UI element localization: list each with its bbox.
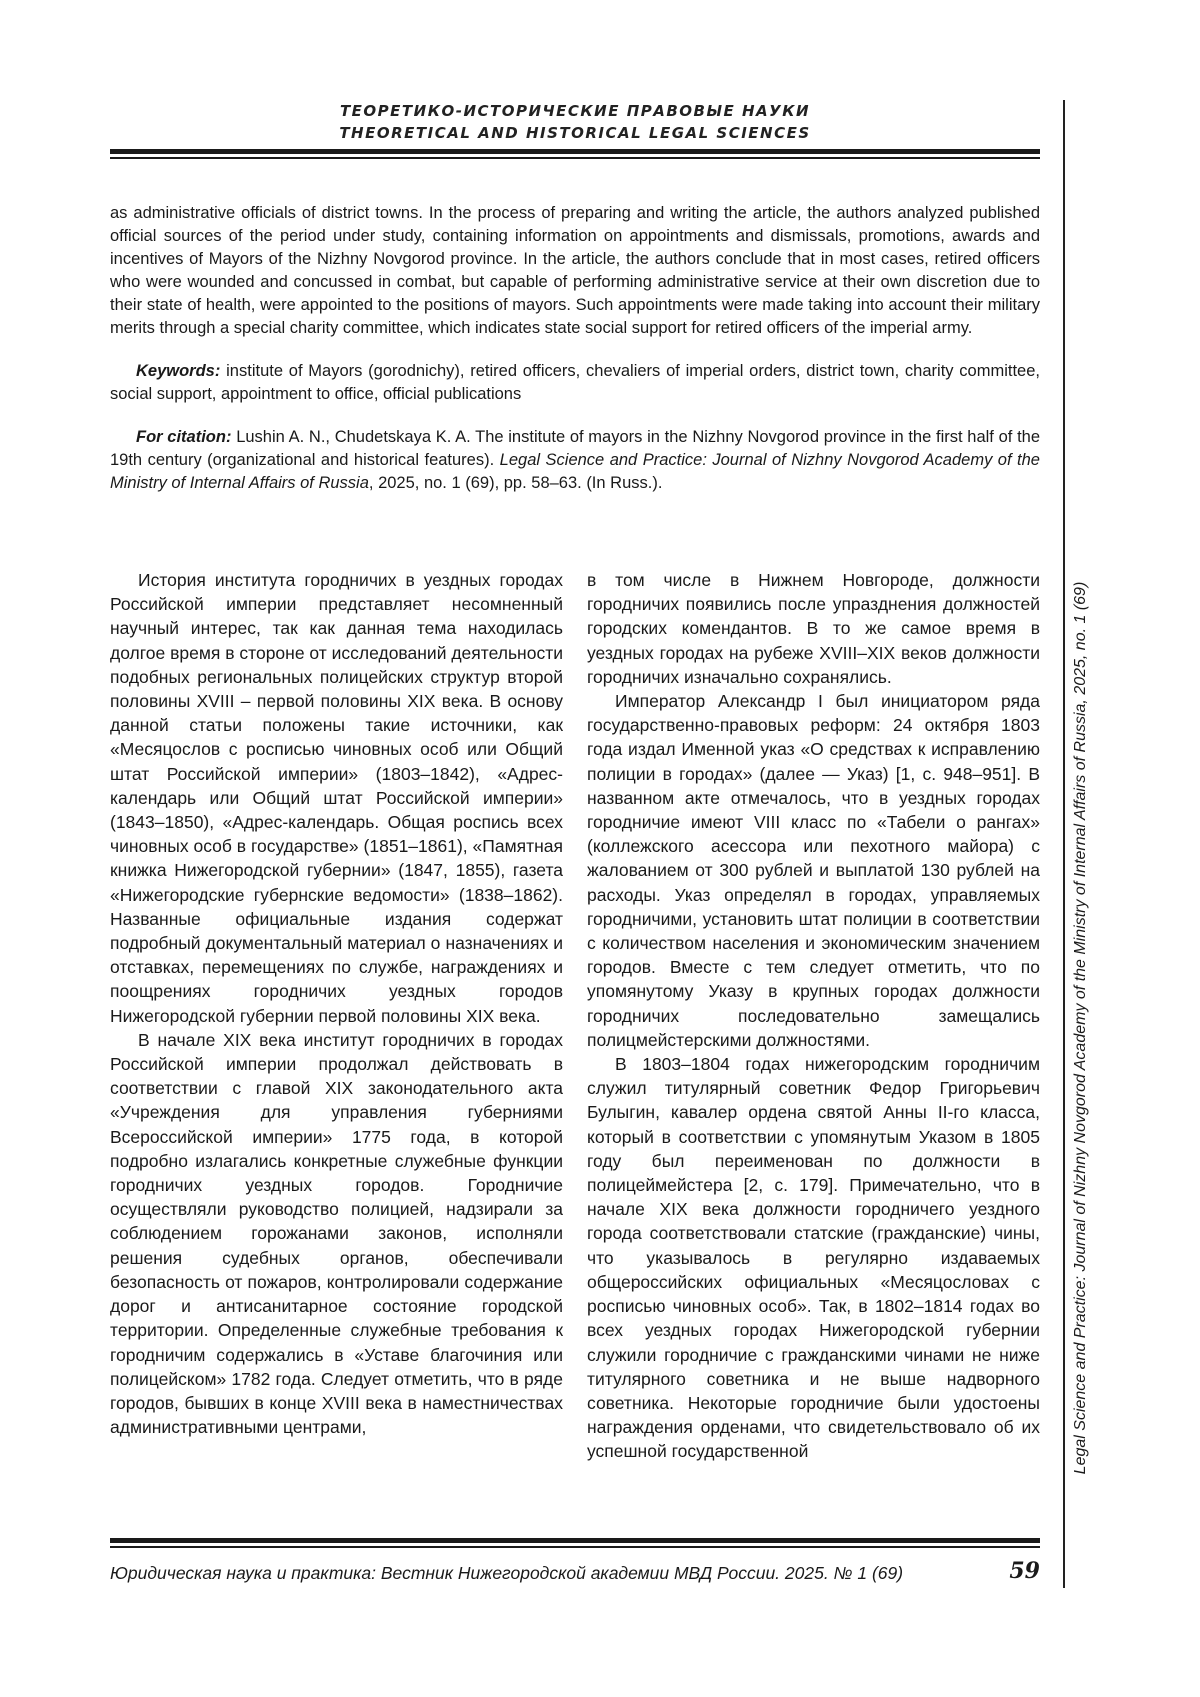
abstract-section [110, 202, 1040, 495]
body-paragraph: в том числе в Нижнем Новгороде, должности городничих появились после упразднения должностей городских комендантов. В то же самое время в уездных городах на рубеже XVIII–XIX веков должности городничих изначально сохранялись. [587, 570, 1040, 687]
citation-details: , 2025, no. 1 (69), pp. 58–63. (In Russ.). [368, 474, 663, 492]
page-number: 59 [1009, 1558, 1040, 1584]
citation-text: Lushin A. N., Chudetskaya K. A. The institute of mayors in the Nizhny Novgorod province in the first half of the 19th century (organizational and historical features). [110, 428, 1041, 469]
body-paragraph: Император Александр I был инициатором ряда государственно-правовых реформ: 24 октября 1803 года издал Именной указ «О средствах к исправлению полиции в городах» (далее — Указ) [1, с. 948–951]. В названном акте отмечалось, что в уездных городах городничие имеют VIII класс по «Табели о рангах» (коллежского асессора или пехотного майора) с жалованием от 300 рублей и выплатой 130 рублей на расходы. Указ определял в городах, управляемых городничими, установить штат полиции в соответствии с количеством населения и экономическим значением городов. Вместе с тем следует отметить, что по упомянутому Указу в крупных городах должности городничих последовательно замещались полицмейстерскими должностями. [587, 691, 1040, 1050]
body-paragraph: История института городничих в уездных городах Российской империи представляет несомненный научный интерес, так как данная тема находилась долгое время в стороне от исследований деятельности подобных региональных полицейских структур второй половины XVIII – первой половины XIX века. В основу данной статьи положены такие источники, как «Месяцослов с росписью чиновных особ или Общий штат Российской империи» (1803–1842), «Адрес-календарь или Общий штат Российской империи» (1843–1850), «Адрес-календарь. Общая роспись всех чиновных особ в государстве» (1851–1861), «Памятная книжка Нижегородской губернии» (1847, 1855), газета «Нижегородские губернские ведомости» (1838–1862). Названные официальные издания содержат подробный документальный материал о назначениях и отставках, перемещениях по службе, награждениях и поощрениях городничих уездных городов Нижегородской губернии первой половины XIX века. [110, 570, 563, 1026]
body-paragraph: В 1803–1804 годах нижегородским городничим служил титулярный советник Федор Григорьевич Булыгин, кавалер ордена святой Анны II-го класса, который в соответствии с упомянутым Указом в 1805 году был переименован по должности в полицеймейстера [2, с. 179]. Примечательно, что в начале XIX века должности городничего уездного города соответствовали статские (гражданские) чины, что указывалось в регулярно издаваемых общероссийских официальных «Месяцословах с росписью чиновных особ». Так, в 1802–1814 годах во всех уездных городах Нижегородской губернии служили городничие с гражданскими чинами не ниже титулярного советника и не выше надворного советника. Некоторые городничие были удостоены награждения орденами, что свидетельствовало об их успешной государственной [587, 1054, 1040, 1462]
keywords-text: institute of Mayors (gorodnichy), retired officers, chevaliers of imperial orders, district town, charity committee, social support, appointment to office, official publications [110, 362, 1040, 403]
footer-rule-thick [110, 1538, 1040, 1543]
footer-journal-title: Юридическая наука и практика: Вестник Нижегородской академии МВД России. 2025. № 1 (69) [110, 1563, 904, 1583]
side-divider-line [1063, 100, 1065, 1588]
footer-rule-thin [110, 1546, 1040, 1548]
body-paragraph: В начале XIX века институт городничих в городах Российской империи продолжал действовать в соответствии с главой XIX законодательного акта «Учреждения для управления губерниями Всероссийской империи» 1775 года, в которой подробно излагались конкретные служебные функции городничих уездных городов. Городничие осуществляли руководство полицией, надзирали за соблюдением горожанами законов, исполняли решения судебных органов, обеспечивали безопасность от пожаров, контролировали содержание дорог и антисанитарное состояние городской территории. Определенные служебные требования к городничим содержались в «Уставе благочиния или полицейском» 1782 года. Следует отметить, что в ряде городов, бывших в конце XVIII века в наместничествах административными центрами, [110, 1029, 563, 1438]
header-rule-thick [110, 149, 1040, 154]
section-title-en: THEORETICAL AND HISTORICAL LEGAL SCIENCES [339, 124, 811, 142]
side-journal-line: Legal Science and Practice: Journal of Nizhny Novgorod Academy of the Ministry of Internal Affairs of Russia, 2025, no. 1 (69) [1072, 581, 1089, 1475]
keywords-paragraph [110, 360, 1040, 406]
header-rule-thin [110, 157, 1040, 159]
right-column [587, 568, 1040, 1464]
page-footer [110, 1560, 1040, 1586]
section-title-ru: ТЕОРЕТИКО-ИСТОРИЧЕСКИЕ ПРАВОВЫЕ НАУКИ [339, 102, 811, 120]
running-header [110, 100, 1040, 144]
abstract-text: as administrative officials of district towns. In the process of preparing and writing the article, the authors analyzed published official sources of the period under study, containing information on appointments and dismissals, promotions, awards and incentives of Mayors of the Nizhny Novgorod province. In the article, the authors conclude that in most cases, retired officers who were wounded and concussed in combat, but capable of performing administrative service at their own discretion due to their state of health, were appointed to the positions of mayors. Such appointments were made taking into account their military merits through a special charity committee, which indicates state social support for retired officers of the imperial army. [110, 204, 1040, 337]
keywords-label: Keywords: [136, 362, 221, 380]
citation-journal: Legal Science and Practice: Journal of Nizhny Novgorod Academy of the Ministry of Internal Affairs of Russia [110, 451, 1040, 492]
left-column [110, 568, 563, 1464]
citation-paragraph [110, 426, 1040, 495]
article-body [110, 568, 1040, 1464]
citation-label: For citation: [136, 428, 232, 446]
